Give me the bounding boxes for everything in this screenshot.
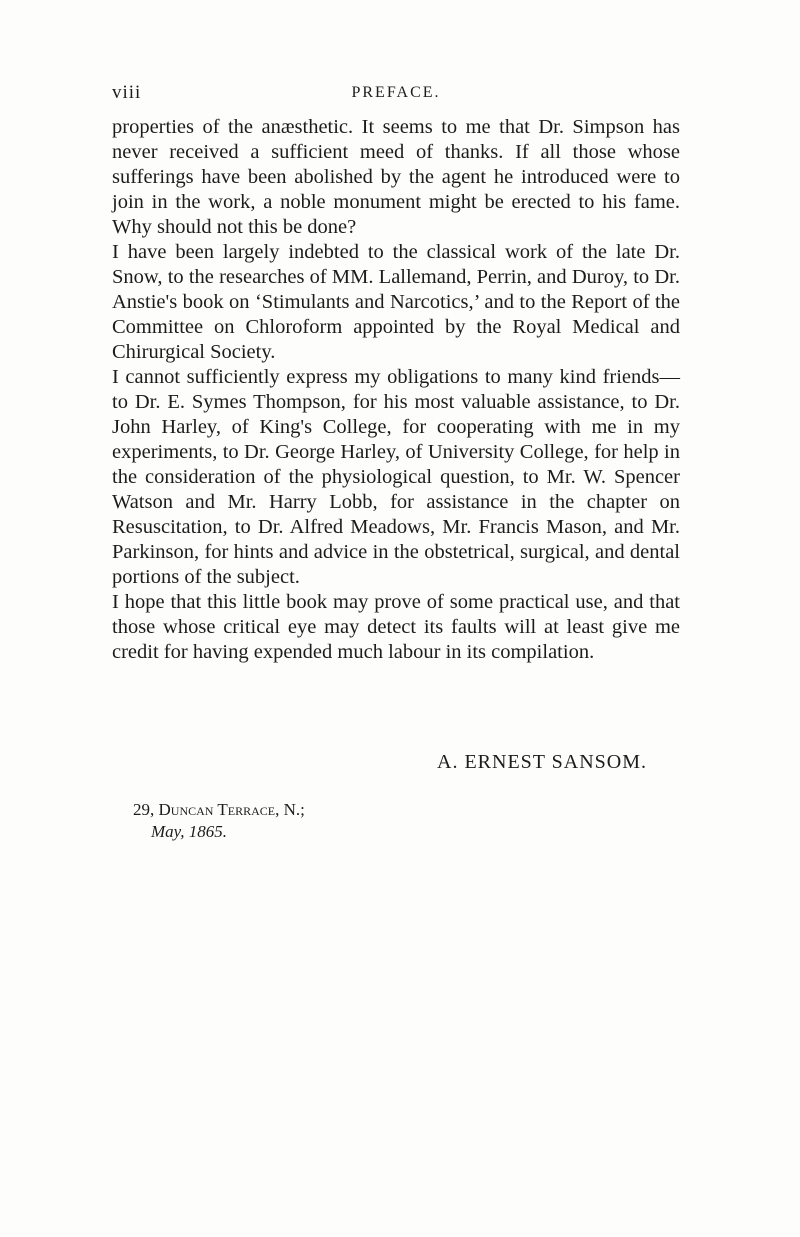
address-street: 29, Duncan Terrace, N.; (133, 800, 305, 819)
address-date: May, 1865. (151, 822, 228, 841)
paragraph-hope: I hope that this little book may prove of some practical use, and that those whose critical eye may detect its faults will at least give me credit for having expended much labour in its compilation. (112, 591, 680, 663)
paragraph-anaesthetic: properties of the anæsthetic. It seems to me that Dr. Simpson has never received a sufficient meed of thanks. If all those whose sufferings have been abolished by the agent he introduced were to join in the work, a noble monument might be erected to his fame. Why should not this be done? (112, 116, 680, 238)
running-head (112, 82, 680, 108)
preface-body (112, 115, 680, 665)
author-name: A. ERNEST SANSOM. (437, 751, 647, 773)
author-signature (112, 751, 680, 774)
paragraph-obligations: I cannot sufficiently express my obligations to many kind friends—to Dr. E. Symes Thompson, for his most valuable assistance, to Dr. John Harley, of King's College, for cooperating with me in my experiments, to Dr. George Harley, of University College, for help in the consideration of the physiological question, to Mr. W. Spencer Watson and Mr. Harry Lobb, for assistance in the chapter on Resuscitation, to Dr. Alfred Meadows, Mr. Francis Mason, and Mr. Parkinson, for hints and advice in the obstetrical, surgical, and dental portions of the subject. (112, 366, 680, 588)
page-number: viii (112, 82, 142, 103)
running-head-title: PREFACE. (351, 84, 441, 101)
paragraph-indebted: I have been largely indebted to the classical work of the late Dr. Snow, to the researches of MM. Lallemand, Perrin, and Duroy, to Dr. Anstie's book on ‘Stimulants and Narcotics,’ and to the Report of the Committee on Chloroform appointed by the Royal Medical and Chirurgical Society. (112, 241, 680, 363)
author-address (133, 799, 305, 843)
